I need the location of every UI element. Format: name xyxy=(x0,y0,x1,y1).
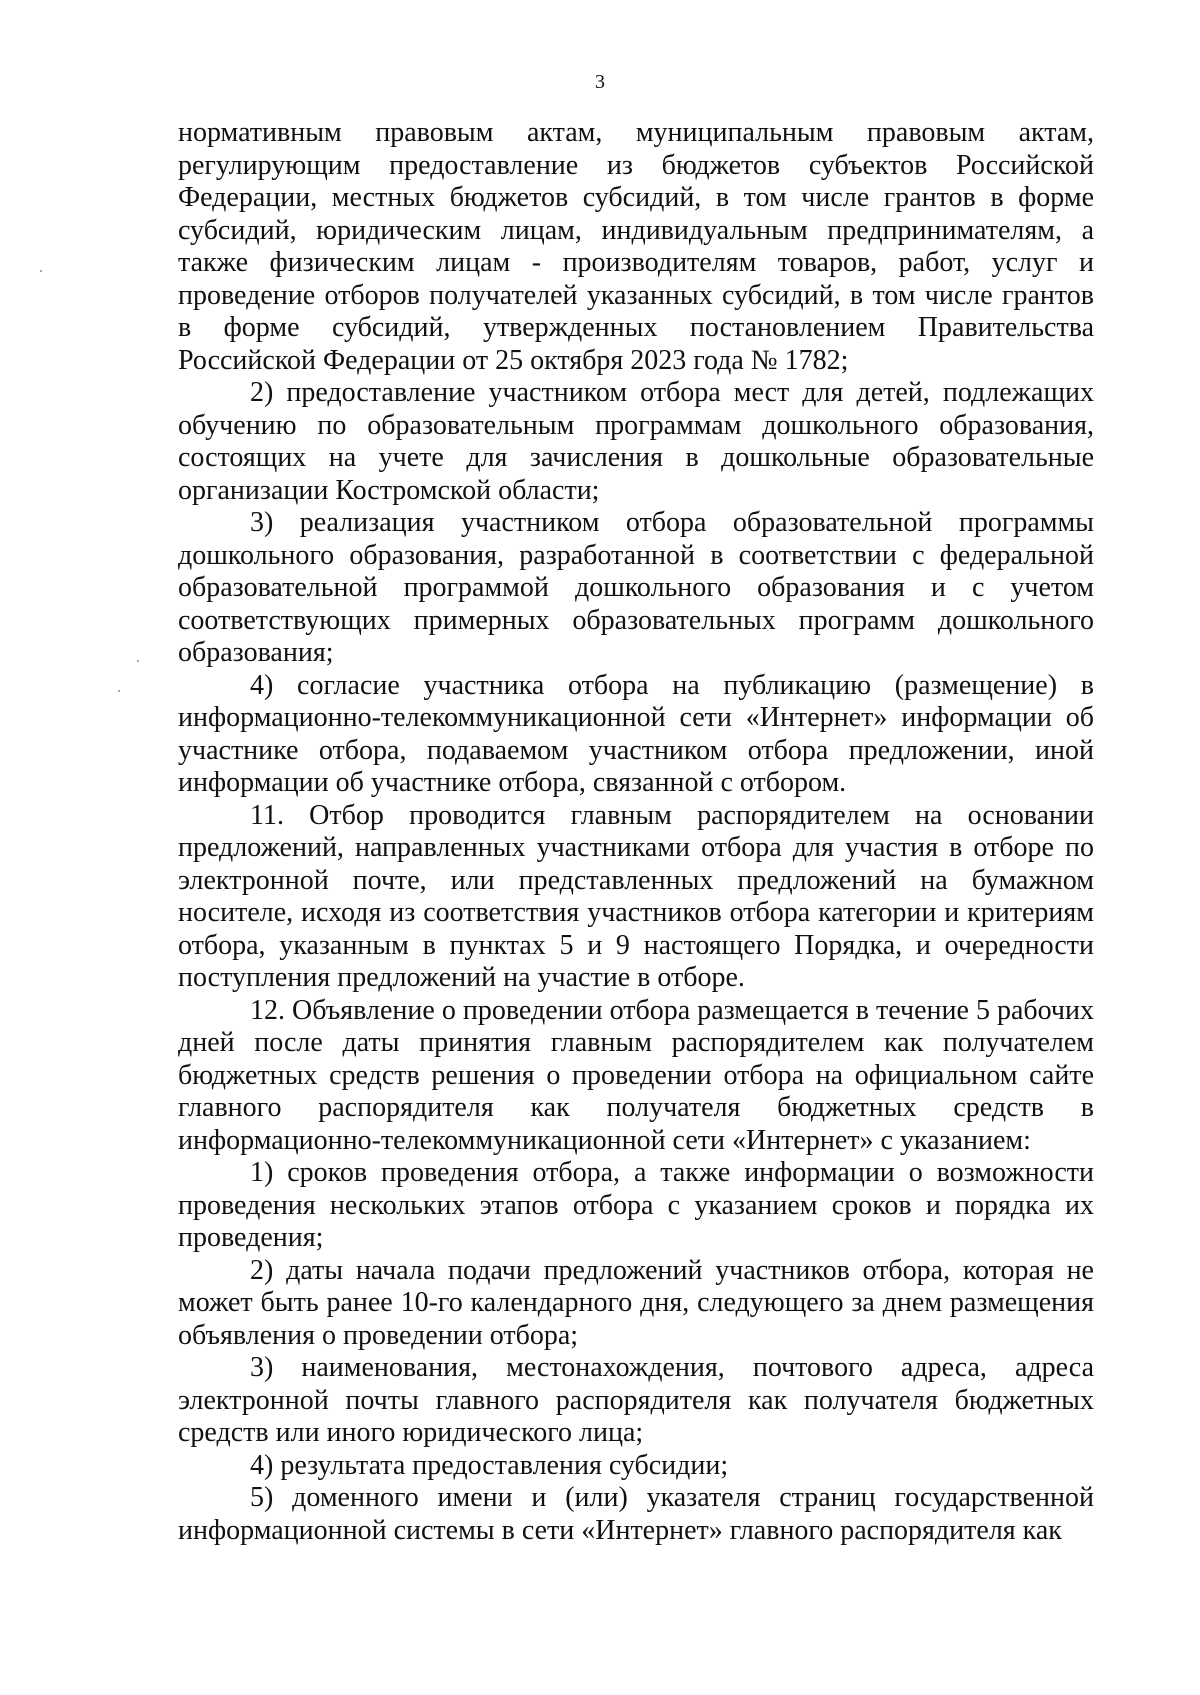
scan-speck xyxy=(137,660,139,662)
paragraph-5: 11. Отбор проводится главным распорядителем на основании предложений, направленных участниками отбора для участия в отборе по электронной почте, или представленных предложений на бумажном носителе, исходя из соответствия участников отбора категории и критериям отбора, указанным в пунктах 5 и 9 настоящего Порядка, и очередности поступления предложений на участие в отборе. xyxy=(178,799,1094,993)
paragraph-11: 5) доменного имени и (или) указателя страниц государственной информационной системы в сети «Интернет» главного распорядителя как xyxy=(178,1482,1094,1546)
paragraph-9: 3) наименования, местонахождения, почтового адреса, адреса электронной почты главного распорядителя как получателя бюджетных средств или иного юридического лица; xyxy=(178,1352,1094,1448)
paragraph-6: 12. Объявление о проведении отбора размещается в течение 5 рабочих дней после даты принятия главным распорядителем как получателем бюджетных средств решения о проведении отбора на официальном сайте главного распорядителя как получателя бюджетных средств в информационно-телекоммуникационной сети «Интернет» с указанием: xyxy=(178,994,1094,1156)
paragraph-1: нормативным правовым актам, муниципальным правовым актам, регулирующим предоставление из бюджетов субъектов Российской Федерации, местных бюджетов субсидий, в том числе грантов в форме субсидий, юридическим лицам, индивидуальным предпринимателям, а также физическим лицам - производителям товаров, работ, услуг и проведение отборов получателей указанных субсидий, в том числе грантов в форме субсидий, утвержденных постановлением Правительства Российской Федерации от 25 октября 2023 года № 1782; xyxy=(178,117,1094,376)
page-number: 3 xyxy=(595,71,605,93)
paragraph-4: 4) согласие участника отбора на публикацию (размещение) в информационно-телекоммуникационной сети «Интернет» информации об участнике отбора, подаваемом участником отбора предложении, иной информации об участнике отбора, связанной с отбором. xyxy=(178,669,1094,798)
paragraph-2: 2) предоставление участником отбора мест для детей, подлежащих обучению по образовательным программам дошкольного образования, состоящих на учете для зачисления в дошкольные образовательные организации Костромской области; xyxy=(178,377,1094,506)
paragraph-3: 3) реализация участником отбора образовательной программы дошкольного образования, разработанной в соответствии с федеральной образовательной программой дошкольного образования и с учетом соответствующих примерных образовательных программ дошкольного образования; xyxy=(178,507,1094,668)
paragraph-7: 1) сроков проведения отбора, а также информации о возможности проведения нескольких этапов отбора с указанием сроков и порядка их проведения; xyxy=(178,1157,1094,1253)
scan-speck xyxy=(118,690,120,692)
paragraph-10: 4) результата предоставления субсидии; xyxy=(250,1449,729,1481)
document-body xyxy=(178,117,1094,1547)
scan-speck xyxy=(40,270,42,272)
paragraph-8: 2) даты начала подачи предложений участников отбора, которая не может быть ранее 10-го календарного дня, следующего за днем размещения объявления о проведении отбора; xyxy=(178,1254,1094,1351)
